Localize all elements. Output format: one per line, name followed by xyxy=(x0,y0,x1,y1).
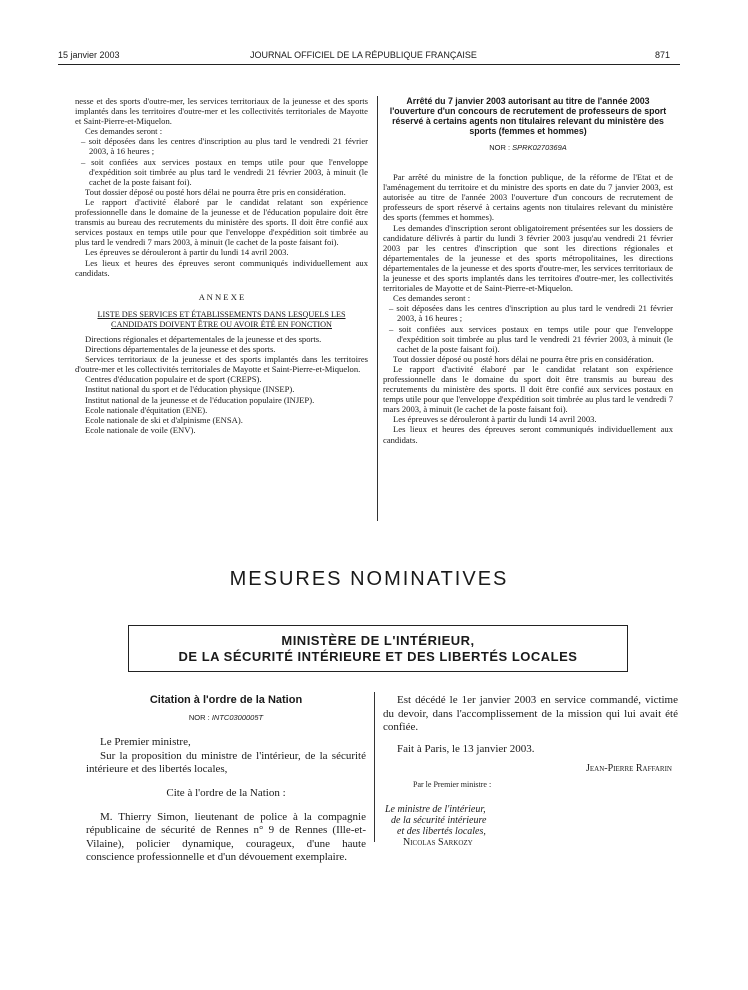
right-paragraph: Tout dossier déposé ou posté hors délai ne pourra être pris en considération. xyxy=(393,353,654,364)
minister-title-line: de la sécurité intérieure xyxy=(391,814,487,826)
annexe-item: Directions régionales et départementales de la jeunesse et des sports. xyxy=(85,333,322,344)
ministry-line-1: MINISTÈRE DE L'INTÉRIEUR, xyxy=(281,633,475,648)
citation-paragraph: Fait à Paris, le 13 janvier 2003. xyxy=(397,742,535,755)
citation-paragraph: Sur la proposition du ministre de l'intérieur, de la sécurité intérieure et des libertés locales, xyxy=(86,749,366,776)
annexe-item: Ecole nationale d'équitation (ENE). xyxy=(85,404,208,415)
nor-label: NOR : xyxy=(489,143,511,152)
ministry-box xyxy=(128,625,628,672)
header-rule xyxy=(58,64,680,65)
section-title: MESURES NOMINATIVES xyxy=(229,568,509,590)
annexe-item: Services territoriaux de la jeunesse et des sports implantés dans les territoires d'outre-mer et les collectivités territoriales de Mayotte et Saint-Pierre-et-Miquelon. xyxy=(75,354,368,375)
citation-divider xyxy=(374,692,375,842)
decree-nor xyxy=(383,143,673,153)
header-page-number: 871 xyxy=(655,50,671,60)
right-paragraph: Les demandes d'inscription seront obligatoirement présentées sur les dossiers de candidature délivrés à partir du lundi 3 février 2003 jusqu'au vendredi 21 février 2003 par les centres d'inscription que sont les directions régionales et départementales de la jeunesse et des sports métropolitaines, les directions départementales de la jeunesse et des sports d'outre-mer, les services territoriaux de la jeunesse et des sports implantés dans les territoires d'outre-mer, les collectivités territoriales de Mayotte et de Saint-Pierre-et-Miquelon. xyxy=(383,222,673,294)
left-paragraph: Les lieux et heures des épreuves seront communiqués individuellement aux candidats. xyxy=(75,257,368,278)
annexe-item: Ecole nationale de ski et d'alpinisme (ENSA). xyxy=(85,414,243,425)
annexe-heading: A N N E X E xyxy=(198,291,245,302)
annexe-item: Centres d'éducation populaire et de sport (CREPS). xyxy=(85,374,262,385)
right-paragraph: Le rapport d'activité élaboré par le candidat relatant son expérience professionnelle dans le domaine du sport doit être transmis au bureau des recrutements du ministère des sports. Il doit être confié aux services postaux en temps utile pour que l'enveloppe d'expédition soit timbrée au plus tard le vendredi 7 mars 2003, à minuit (le cachet de la poste faisant foi). xyxy=(383,363,673,415)
citation-paragraph: Cite à l'ordre de la Nation : xyxy=(166,786,286,799)
left-paragraph: Les épreuves se dérouleront à partir du lundi 14 avril 2003. xyxy=(85,247,289,258)
right-dash-item: – soit confiées aux services postaux en temps utile pour que l'enveloppe d'expédition soit timbrée au plus tard le vendredi 21 février 2003, à minuit (le cachet de la poste faisant foi). xyxy=(389,323,673,354)
annexe-item: Institut national du sport et de l'éducation physique (INSEP). xyxy=(85,384,295,395)
minister-name: Nicolas Sarkozy xyxy=(403,836,473,848)
citation-title: Citation à l'ordre de la Nation xyxy=(149,694,303,706)
decree-title: Arrêté du 7 janvier 2003 autorisant au titre de l'année 2003 l'ouverture d'un concours de recrutement de professeurs de sport réservé à certains agents non titulaires relevant du ministère des sports (femmes et hommes) xyxy=(389,96,667,136)
annexe-item: Ecole nationale de voile (ENV). xyxy=(85,424,196,435)
left-dash-item: – soit déposées dans les centres d'inscription au plus tard le vendredi 21 février 2003, à 16 heures ; xyxy=(81,136,368,157)
column-divider xyxy=(377,96,378,521)
header-journal-title: JOURNAL OFFICIEL DE LA RÉPUBLIQUE FRANÇAISE xyxy=(250,50,477,60)
nor-label: NOR : xyxy=(188,712,210,722)
right-paragraph: Ces demandes seront : xyxy=(393,293,471,304)
nor-code: SPRK0270369A xyxy=(512,143,567,152)
citation-paragraph: Le Premier ministre, xyxy=(100,736,191,749)
left-paragraph: Le rapport d'activité élaboré par le candidat relatant son expérience professionnelle dans le domaine de la jeunesse et de l'éducation populaire doit être transmis au bureau des recrutements du ministère des sports. Il doit être confié aux services postaux en temps utile pour que l'enveloppe d'expédition soit timbrée au plus tard le vendredi 7 mars 2003, à minuit (le cachet de la poste faisant foi). xyxy=(75,196,368,248)
left-paragraph: Ces demandes seront : xyxy=(85,126,163,137)
minister-title-line: Le ministre de l'intérieur, xyxy=(385,803,486,815)
minister-title-line: et des libertés locales, xyxy=(397,825,486,837)
signatory-by: Par le Premier ministre : xyxy=(413,779,492,789)
left-column xyxy=(75,96,368,435)
citation-right-column xyxy=(383,694,678,848)
annexe-list-title: LISTE DES SERVICES ET ÉTABLISSEMENTS DANS LESQUELS LES CANDIDATS DOIVENT ÊTRE OU AVOIR ÉTÉ EN FONCTION xyxy=(97,309,346,329)
right-dash-item: – soit déposées dans les centres d'inscription au plus tard le vendredi 21 février 2003, à 16 heures ; xyxy=(389,303,673,324)
right-paragraph: Les lieux et heures des épreuves seront communiqués individuellement aux candidats. xyxy=(383,424,673,445)
nor-code: INTC0300005T xyxy=(211,712,264,722)
annexe-item: Institut national de la jeunesse et de l'éducation populaire (INJEP). xyxy=(85,394,315,405)
right-paragraph: Par arrêté du ministre de la fonction publique, de la réforme de l'Etat et de l'aménagement du territoire et du ministre des sports en date du 7 janvier 2003, est autorisée au titre de l'année 2003 l'ouverture d'un concours de recrutement de professeurs de sport réservé à certains agents non titulaires relevant du ministère des sports (femmes et hommes). xyxy=(383,172,673,223)
citation-nor xyxy=(86,711,366,725)
annexe-item: Directions départementales de la jeunesse et des sports. xyxy=(85,344,276,355)
signatory-name: Jean-Pierre Raffarin xyxy=(586,763,672,775)
right-paragraph: Les épreuves se dérouleront à partir du lundi 14 avril 2003. xyxy=(393,414,597,425)
left-dash-item: – soit confiées aux services postaux en temps utile pour que l'enveloppe d'expédition soit timbrée au plus tard le vendredi 21 février 2003, à minuit (le cachet de la poste faisant foi). xyxy=(81,156,368,187)
citation-paragraph: M. Thierry Simon, lieutenant de police à la compagnie républicaine de sécurité de Rennes n° 9 de Rennes (Ille-et-Vilaine), policier dynamique, courageux, d'une haute conscience professionnelle et d'un dévouement exemplaire. xyxy=(86,810,366,864)
ministry-line-2: DE LA SÉCURITÉ INTÉRIEURE ET DES LIBERTÉS LOCALES xyxy=(178,649,578,664)
header-date: 15 janvier 2003 xyxy=(58,50,120,60)
left-paragraph: Tout dossier déposé ou posté hors délai ne pourra être pris en considération. xyxy=(85,186,346,197)
citation-paragraph: Est décédé le 1er janvier 2003 en service commandé, victime du devoir, dans l'accomplissement de la mission qui lui avait été confiée. xyxy=(383,694,678,734)
left-paragraph: nesse et des sports d'outre-mer, les services territoriaux de la jeunesse et des sports implantés dans les territoires d'outre-mer et les collectivités territoriales de Mayotte et Saint-Pierre-et-Miquelon. xyxy=(75,96,368,127)
citation-left-column xyxy=(86,694,366,865)
right-column xyxy=(383,96,673,445)
